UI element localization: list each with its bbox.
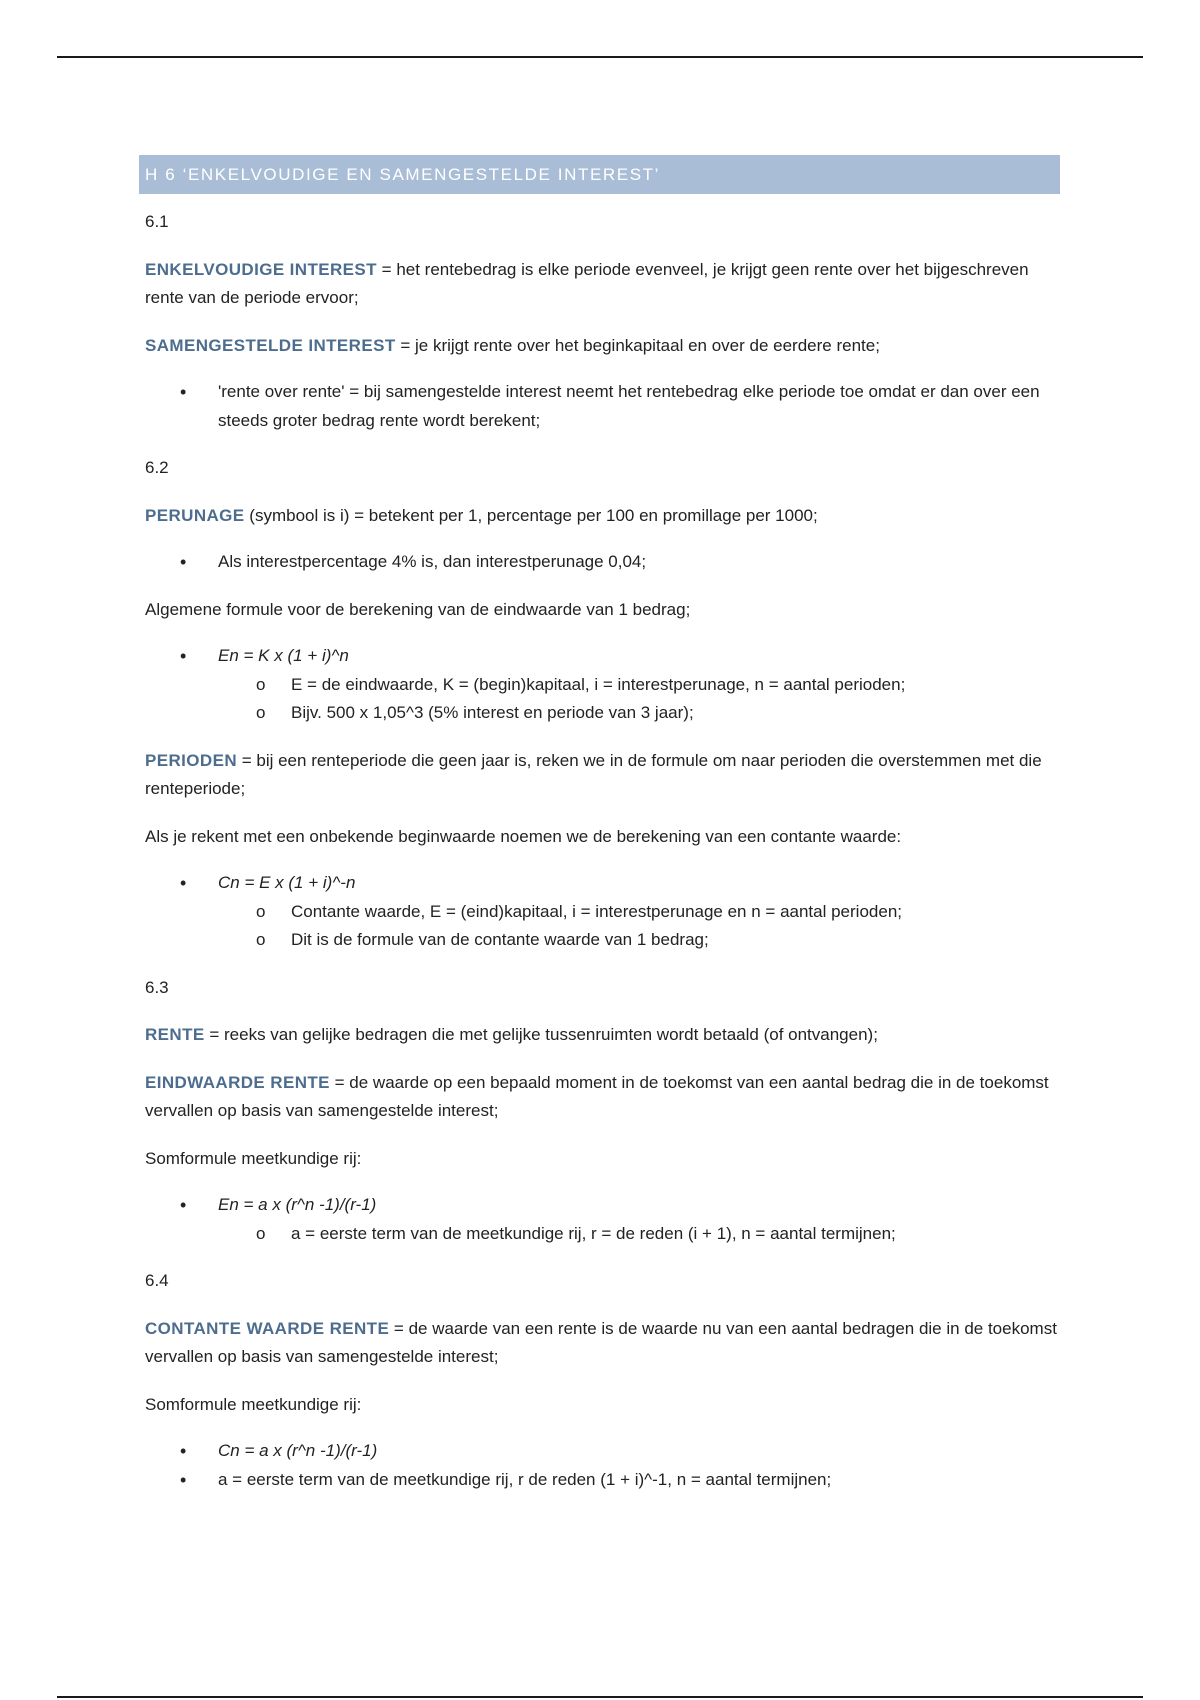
paragraph: Somformule meetkundige rij: xyxy=(145,1148,362,1168)
paragraph: Algemene formule voor de berekening van de eindwaarde van 1 bedrag; xyxy=(145,599,691,619)
section-number-6-3: 6.3 xyxy=(145,977,169,997)
term-label: PERUNAGE xyxy=(145,505,245,525)
paragraph: Als je rekent met een onbekende beginwaarde noemen we de berekening van een contante waarde: xyxy=(145,826,902,846)
section-number-6-1: 6.1 xyxy=(145,212,169,231)
formula-somformule: Cn = a x (r^n -1)/(r-1) xyxy=(218,1441,378,1460)
bullet-list xyxy=(145,548,1060,577)
term-label: PERIODEN xyxy=(145,750,237,770)
sub-list-item: o Dit is de formule van de contante waarde van 1 bedrag; xyxy=(291,926,1060,955)
sub-list-item: o Bijv. 500 x 1,05^3 (5% interest en periode van 3 jaar); xyxy=(291,699,1060,728)
definition-text: = bij een renteperiode die geen jaar is, reken we in de formule om naar perioden die overstemmen met die renteperiode; xyxy=(145,750,1042,798)
term-label: SAMENGESTELDE INTEREST xyxy=(145,335,396,355)
definition-text: = het rentebedrag is elke periode evenveel, je krijgt geen rente over het bijgeschreven rente van de periode ervoor; xyxy=(145,259,1029,307)
header-rule xyxy=(57,56,1143,58)
definition-contante-waarde-rente xyxy=(145,1315,1060,1372)
formula-somformule: En = a x (r^n -1)/(r-1) xyxy=(218,1195,377,1214)
definition-perioden xyxy=(145,747,1060,804)
list-item xyxy=(218,1191,1060,1248)
sub-list-item: o a = eerste term van de meetkundige rij, r = de reden (i + 1), n = aantal termijnen; xyxy=(291,1220,1060,1249)
bullet-list xyxy=(145,642,1060,728)
section-number-6-2: 6.2 xyxy=(145,458,169,477)
footer-rule xyxy=(57,1696,1143,1698)
term-label: ENKELVOUDIGE INTEREST xyxy=(145,259,377,279)
definition-enkelvoudige-interest xyxy=(145,256,1060,313)
definition-text: (symbool is i) = betekent per 1, percentage per 100 en promillage per 1000; xyxy=(244,505,818,525)
definition-eindwaarde-rente xyxy=(145,1069,1060,1126)
sub-list xyxy=(218,1220,1060,1249)
section-number-6-4: 6.4 xyxy=(145,1271,169,1290)
list-item xyxy=(218,1437,1060,1466)
sub-list-item: o E = de eindwaarde, K = (begin)kapitaal, i = interestperunage, n = aantal perioden; xyxy=(291,671,1060,700)
list-item: • Als interestpercentage 4% is, dan interestperunage 0,04; xyxy=(218,548,1060,577)
list-item: • a = eerste term van de meetkundige rij, r de reden (1 + i)^-1, n = aantal termijnen; xyxy=(218,1466,1060,1495)
list-item xyxy=(218,869,1060,955)
term-label: EINDWAARDE RENTE xyxy=(145,1072,330,1092)
definition-text: = de waarde van een rente is de waarde nu van een aantal bedragen die in de toekomst vervallen op basis van samengestelde interest; xyxy=(145,1318,1057,1366)
sub-list xyxy=(218,671,1060,728)
term-label: RENTE xyxy=(145,1025,205,1044)
chapter-heading: H 6 ‘ENKELVOUDIGE EN SAMENGESTELDE INTEREST’ xyxy=(139,155,1060,194)
definition-rente xyxy=(145,1021,1060,1050)
definition-text: = de waarde op een bepaald moment in de toekomst van een aantal bedrag die in de toekomst vervallen op basis van samengestelde interest; xyxy=(145,1072,1049,1120)
sub-list xyxy=(218,898,1060,955)
document-body xyxy=(145,155,1060,1494)
definition-text: = je krijgt rente over het beginkapitaal en over de eerdere rente; xyxy=(395,335,880,355)
definition-perunage xyxy=(145,502,1060,531)
bullet-list xyxy=(145,378,1060,435)
bullet-list xyxy=(145,1437,1060,1494)
list-item: • 'rente over rente' = bij samengestelde interest neemt het rentebedrag elke periode toe omdat er dan over een steeds groter bedrag rente wordt berekent; xyxy=(218,378,1060,435)
formula-contante-waarde: Cn = E x (1 + i)^-n xyxy=(218,873,356,892)
sub-list-item: o Contante waarde, E = (eind)kapitaal, i = interestperunage en n = aantal perioden; xyxy=(291,898,1060,927)
formula-eindwaarde: En = K x (1 + i)^n xyxy=(218,646,349,665)
term-label: CONTANTE WAARDE RENTE xyxy=(145,1318,390,1338)
list-item xyxy=(218,642,1060,728)
definition-samengestelde-interest xyxy=(145,332,1060,361)
bullet-list xyxy=(145,869,1060,955)
paragraph: Somformule meetkundige rij: xyxy=(145,1394,362,1414)
definition-text: = reeks van gelijke bedragen die met gelijke tussenruimten wordt betaald (of ontvangen); xyxy=(204,1025,878,1044)
bullet-list xyxy=(145,1191,1060,1248)
